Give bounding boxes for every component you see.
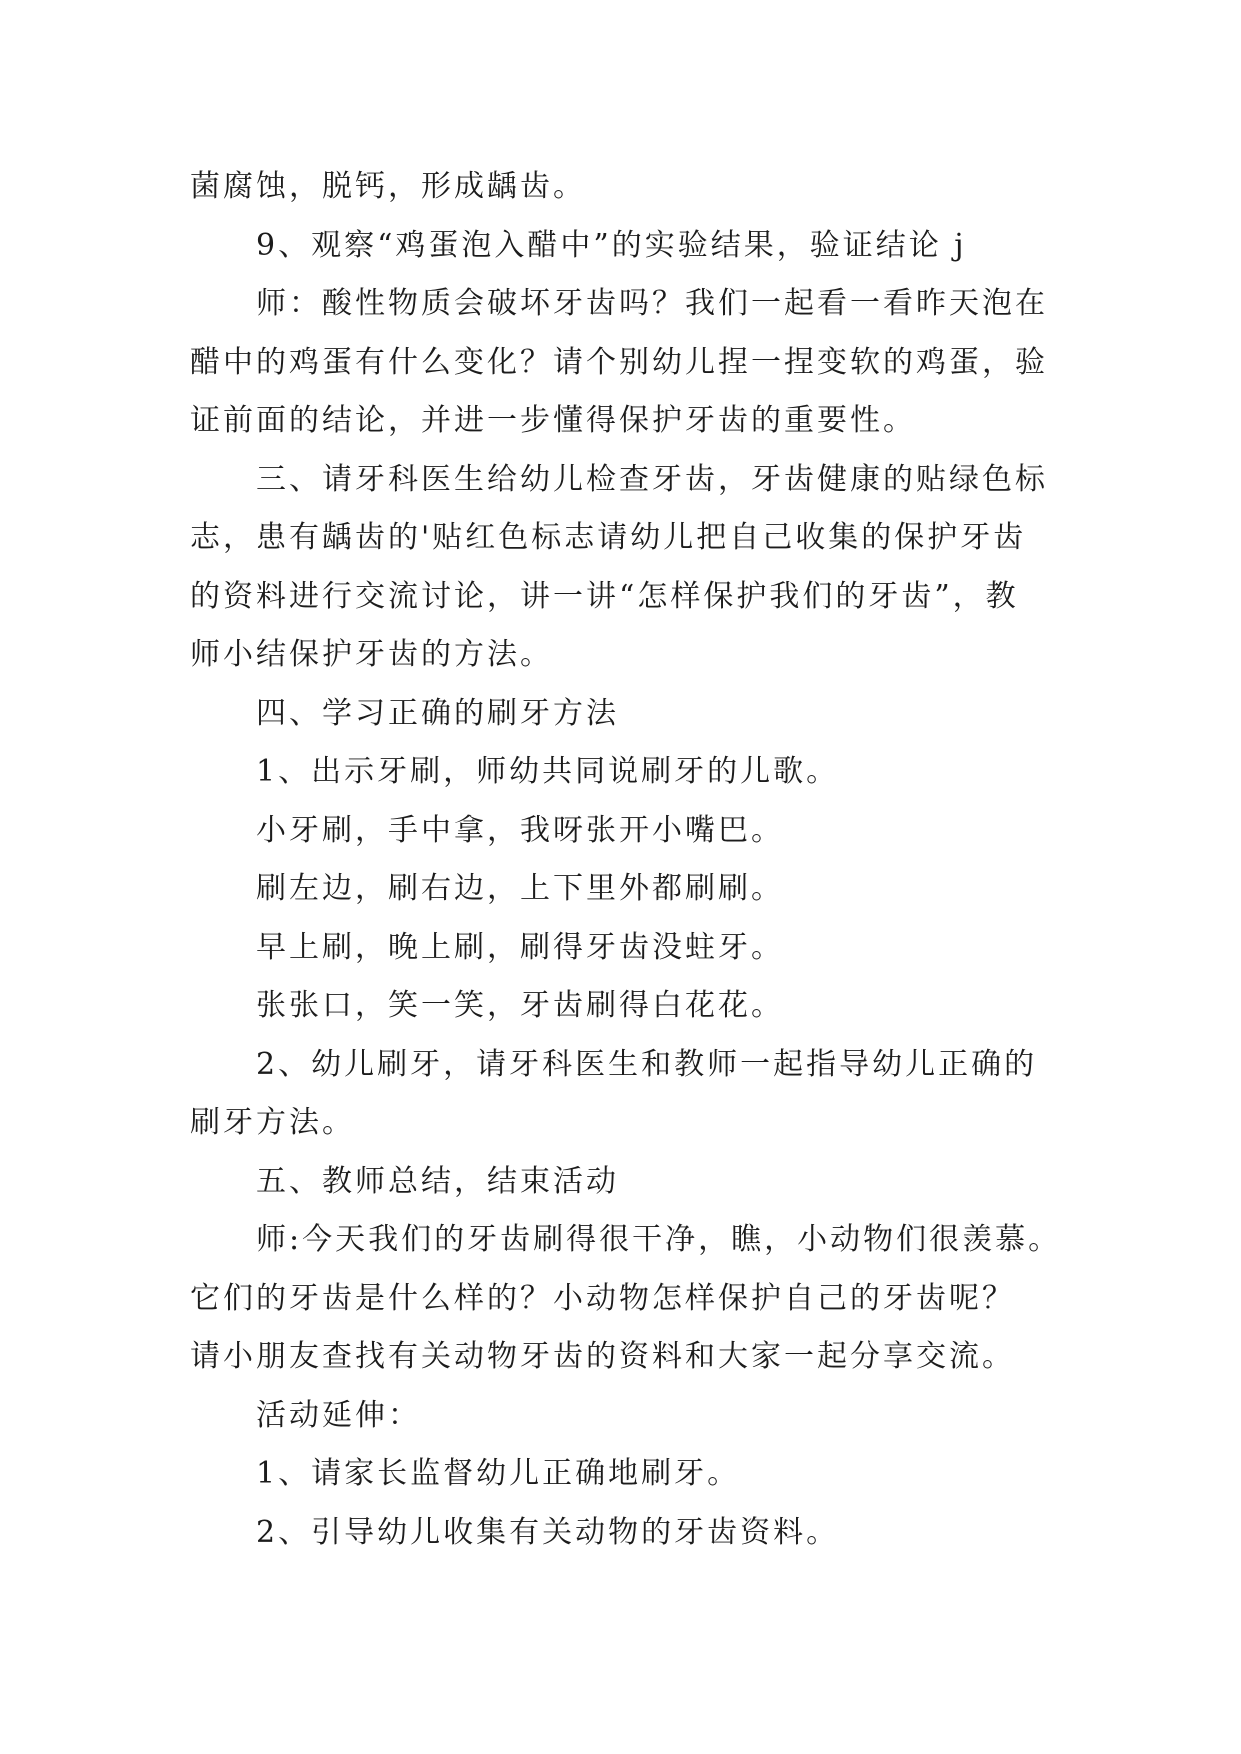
- text-line: 三、请牙科医生给幼儿检查牙齿，牙齿健康的贴绿色标: [256, 461, 1048, 497]
- text-line: 证前面的结论，并进一步懂得保护牙齿的重要性。: [190, 403, 916, 438]
- text-line: 9、观察“鸡蛋泡入醋中”的实验结果，验证结论 j: [256, 227, 967, 263]
- text-line: 菌腐蚀，脱钙，形成龋齿。: [190, 169, 586, 204]
- rhyme-line: 早上刷，晚上刷，刷得牙齿没蛀牙。: [256, 929, 784, 965]
- text-line: 的资料进行交流讨论，讲一讲“怎样保护我们的牙齿”，教: [190, 578, 1019, 614]
- rhyme-line: 刷左边，刷右边，上下里外都刷刷。: [256, 871, 784, 906]
- rhyme-line: 小牙刷，手中拿，我呀张开小嘴巴。: [256, 812, 784, 848]
- text-line: 刷牙方法。: [190, 1105, 355, 1140]
- section-heading: 五、教师总结，结束活动: [256, 1163, 619, 1199]
- text-line: 1、请家长监督幼儿正确地刷牙。: [256, 1456, 741, 1491]
- text-line: 师小结保护牙齿的方法。: [190, 637, 553, 672]
- section-heading: 四、学习正确的刷牙方法: [256, 695, 619, 731]
- text-line: 它们的牙齿是什么样的？小动物怎样保护自己的牙齿呢？: [190, 1280, 1015, 1316]
- text-line: 2、幼儿刷牙，请牙科医生和教师一起指导幼儿正确的: [256, 1046, 1038, 1082]
- text-line: 请小朋友查找有关动物牙齿的资料和大家一起分享交流。: [190, 1339, 1015, 1374]
- text-line: 师：酸性物质会破坏牙齿吗？我们一起看一看昨天泡在: [256, 286, 1048, 321]
- rhyme-line: 张张口，笑一笑，牙齿刷得白花花。: [256, 988, 784, 1023]
- text-line: 2、引导幼儿收集有关动物的牙齿资料。: [256, 1514, 840, 1550]
- document-body: [190, 158, 1060, 1562]
- text-line: 志，患有龋齿的'贴红色标志请幼儿把自己收集的保护牙齿: [190, 520, 1027, 555]
- section-heading: 活动延伸：: [256, 1397, 421, 1433]
- text-line: 师:今天我们的牙齿刷得很干净，瞧，小动物们很羡慕。: [256, 1222, 1062, 1257]
- text-line: 1、出示牙刷，师幼共同说刷牙的儿歌。: [256, 754, 840, 789]
- text-line: 醋中的鸡蛋有什么变化？请个别幼儿捏一捏变软的鸡蛋，验: [190, 344, 1048, 380]
